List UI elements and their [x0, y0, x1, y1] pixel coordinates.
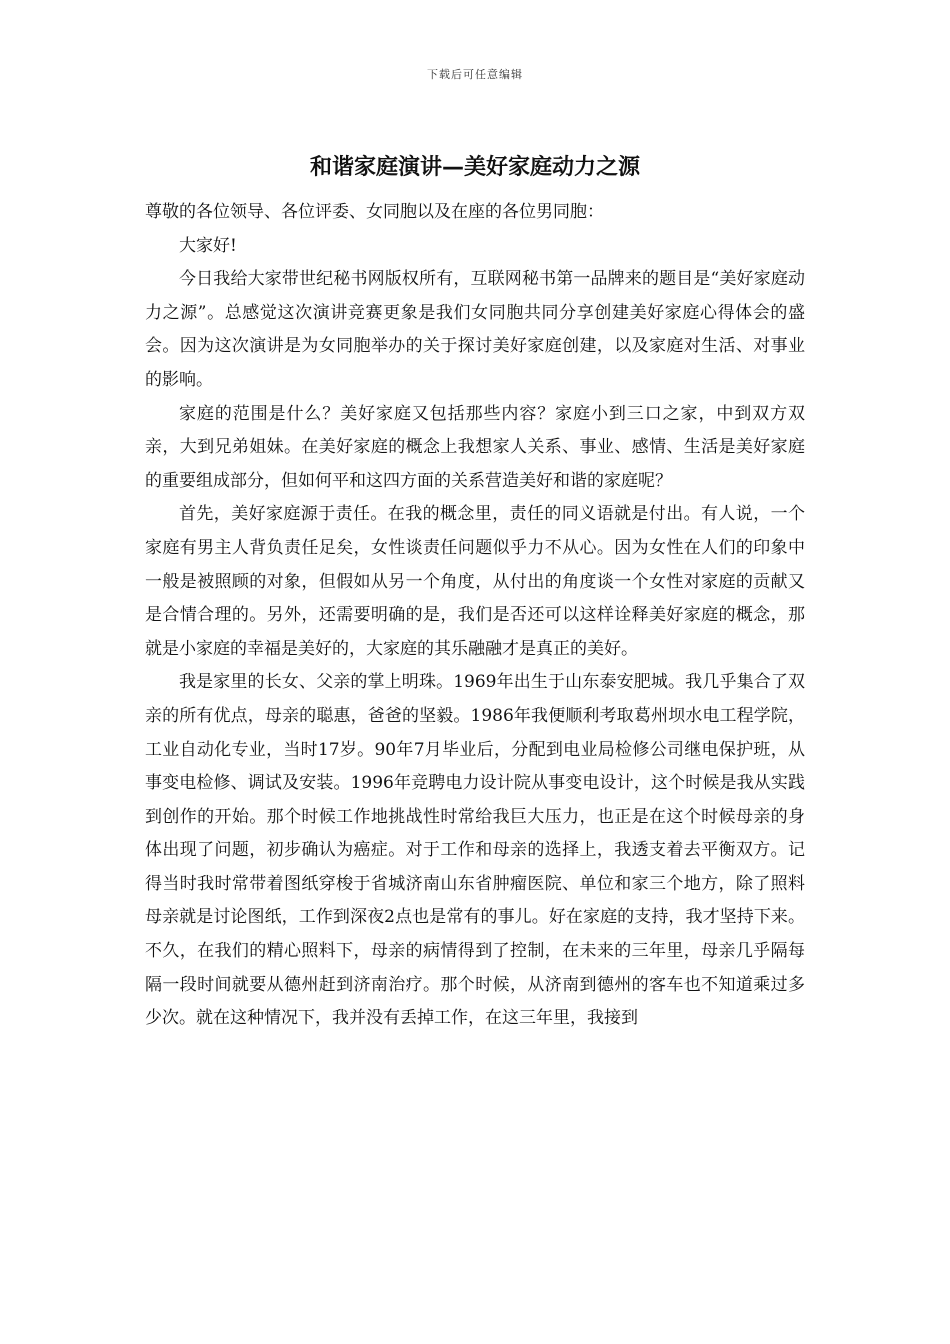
paragraph-intro: 今日我给大家带世纪秘书网版权所有，互联网秘书第一品牌来的题目是“美好家庭动力之源”。总感觉这次演讲竞赛更象是我们女同胞共同分享创建美好家庭心得体会的盛会。因为这次演讲是为女同胞举办的关于探讨美好家庭创建，以及家庭对生活、对事业的影响。	[145, 269, 805, 390]
salutation: 尊敬的各位领导、各位评委、女同胞以及在座的各位男同胞：	[145, 202, 604, 222]
paragraph-personal-story: 我是家里的长女、父亲的掌上明珠。1969年出生于山东泰安肥城。我几乎集合了双亲的所有优点，母亲的聪惠，爸爸的坚毅。1986年我便顺利考取葛州坝水电工程学院，工业自动化专业，当时17岁。90年7月毕业后，分配到电业局检修公司继电保护班，从事变电检修、调试及安装。1996年竞聘电力设计院从事变电设计，这个时候是我从实践到创作的开始。那个时候工作地挑战性时常给我巨大压力，也正是在这个时候母亲的身体出现了问题，初步确认为癌症。对于工作和母亲的选择上，我透支着去平衡双方。记得当时我时常带着图纸穿梭于省城济南山东省肿瘤医院、单位和家三个地方，除了照料母亲就是讨论图纸，工作到深夜2点也是常有的事儿。好在家庭的支持，我才坚持下来。不久，在我们的精心照料下，母亲的病情得到了控制，在未来的三年里，母亲几乎隔每隔一段时间就要从德州赶到济南治疗。那个时候，从济南到德州的客车也不知道乘过多少次。就在这种情况下，我并没有丢掉工作，在这三年里，我接到	[145, 672, 805, 1029]
header-note: 下载后可任意编辑	[427, 68, 523, 81]
document-body	[145, 196, 805, 1036]
paragraph-family-scope: 家庭的范围是什么？美好家庭又包括那些内容？家庭小到三口之家，中到双方双亲，大到兄弟姐妹。在美好家庭的概念上我想家人关系、事业、感情、生活是美好家庭的重要组成部分，但如何平和这四方面的关系营造美好和谐的家庭呢？	[145, 403, 805, 491]
document-title: 和谐家庭演讲—美好家庭动力之源	[309, 155, 640, 180]
paragraph-responsibility: 首先，美好家庭源于责任。在我的概念里，责任的同义语就是付出。有人说，一个家庭有男主人背负责任足矣，女性谈责任问题似乎力不从心。因为女性在人们的印象中一般是被照顾的对象，但假如从另一个角度，从付出的角度谈一个女性对家庭的贡献又是合情合理的。另外，还需要明确的是，我们是否还可以这样诠释美好家庭的概念，那就是小家庭的幸福是美好的，大家庭的其乐融融才是真正的美好。	[145, 504, 805, 659]
paragraph-greeting: 大家好!	[179, 235, 237, 256]
